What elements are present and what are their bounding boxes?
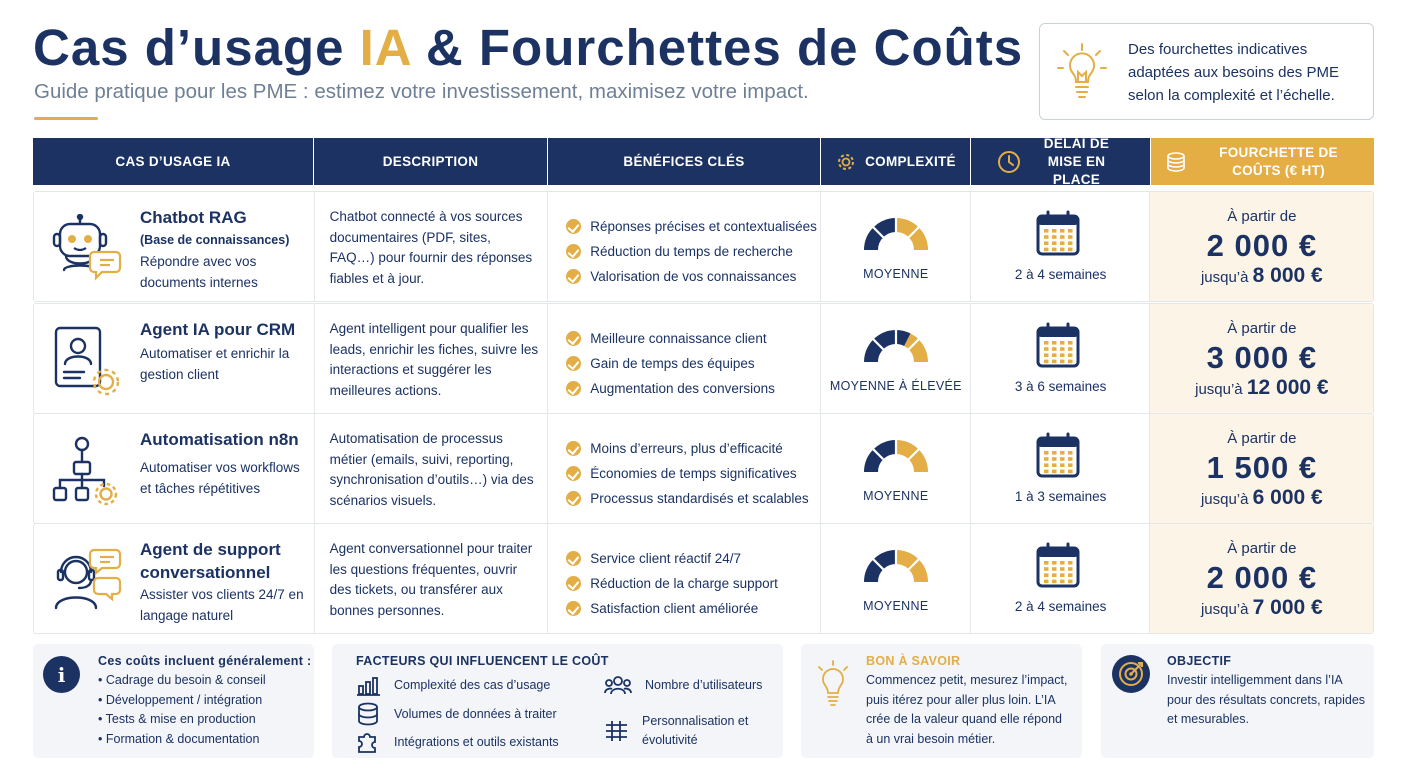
title-underline <box>34 117 98 120</box>
check-icon <box>566 551 581 566</box>
cost-to <box>1150 486 1373 510</box>
cost-from-label: À partir de <box>1227 430 1297 447</box>
calendar-day <box>1044 580 1049 584</box>
complexity-cell <box>821 524 971 633</box>
benefit-text: Valorisation de vos connaissances <box>590 269 797 284</box>
cost-to <box>1150 596 1373 620</box>
factor-text: Intégrations et outils existants <box>394 734 559 749</box>
benefit-text: Gain de temps des équipes <box>590 356 755 371</box>
factor-text: Personnalisation et évolutivité <box>642 714 749 747</box>
factor-item <box>356 702 557 726</box>
user-profile-gear-icon <box>50 326 122 398</box>
calendar-day <box>1060 235 1065 239</box>
factor-text: Nombre d’utilisateurs <box>645 677 763 692</box>
complexity-label: MOYENNE <box>863 489 929 503</box>
calendar-header <box>1038 216 1078 225</box>
calendar-day <box>1052 457 1057 461</box>
cost-to-label: jusqu’à <box>1200 601 1249 618</box>
calendar-day <box>1052 360 1057 364</box>
calendar-day <box>1060 241 1065 245</box>
benefit-text: Réponses précises et contextualisées <box>590 219 817 234</box>
benefit-item <box>566 239 817 264</box>
use-case-summary: Répondre avec vos documents internes <box>140 254 258 290</box>
list-item: • Formation & documentation <box>98 730 311 750</box>
benefit-item <box>566 264 817 289</box>
calendar-day <box>1052 235 1057 239</box>
coins-icon <box>1164 150 1188 174</box>
calendar-day <box>1052 567 1057 571</box>
costs-include-title: Ces coûts incluent généralement : <box>98 654 312 668</box>
check-icon <box>566 466 581 481</box>
intro-text: Des fourchettes indicatives adaptées aux besoins des PME selon la complexité et l’échelle. <box>1128 41 1339 104</box>
cost-from-label: À partir de <box>1227 320 1297 337</box>
factor-item <box>356 730 559 754</box>
header-delay <box>971 135 1151 187</box>
calendar-day <box>1060 457 1065 461</box>
good-to-know-title: BON À SAVOIR <box>866 654 961 668</box>
use-case-name: Chatbot RAG <box>140 208 247 227</box>
use-case-title <box>140 318 310 385</box>
calendar-day <box>1068 567 1073 571</box>
calendar-day <box>1052 451 1057 455</box>
cost-from-label: À partir de <box>1227 540 1297 557</box>
check-icon <box>566 381 581 396</box>
cost-from-value: 2 000 € <box>1206 228 1318 263</box>
calendar-day <box>1052 347 1057 351</box>
cost-from-label: À partir de <box>1227 208 1297 225</box>
calendar-day <box>1044 353 1049 357</box>
cost-cell <box>1150 304 1373 413</box>
database-icon <box>356 702 381 726</box>
check-icon <box>566 269 581 284</box>
benefits-cell <box>548 414 821 523</box>
complexity-cell <box>821 192 971 301</box>
calendar-day <box>1068 463 1073 467</box>
factor-item <box>604 674 762 696</box>
calendar-day <box>1052 580 1057 584</box>
page-title <box>33 18 1023 77</box>
complexity-label: MOYENNE <box>863 267 929 281</box>
title-highlight: IA <box>359 19 411 76</box>
complexity-gauge <box>861 216 931 258</box>
cost-to-value: 12 000 € <box>1246 376 1329 399</box>
calendar-day <box>1060 567 1065 571</box>
description-cell <box>315 304 549 413</box>
objective-title: OBJECTIF <box>1167 654 1232 668</box>
benefit-item <box>566 571 778 596</box>
header-complexity <box>821 138 971 185</box>
check-icon <box>566 601 581 616</box>
table-header <box>33 135 1374 187</box>
calendar-day <box>1044 561 1049 565</box>
cost-cell <box>1150 192 1373 301</box>
use-case-cell <box>34 192 315 301</box>
calendar-day <box>1060 580 1065 584</box>
calendar-icon <box>1036 432 1080 478</box>
benefit-item <box>566 436 808 461</box>
delay-cell <box>971 192 1151 301</box>
calendar-day <box>1052 470 1057 474</box>
calendar-day <box>1044 470 1049 474</box>
complexity-cell <box>821 304 971 413</box>
cost-to-value: 8 000 € <box>1252 264 1323 287</box>
benefits-list <box>566 214 817 289</box>
header-use-case: CAS D’USAGE IA <box>33 138 314 185</box>
cost-to-label: jusqu’à <box>1195 381 1243 398</box>
calendar-day <box>1060 360 1065 364</box>
calendar-day <box>1068 561 1073 565</box>
calendar-day <box>1044 463 1049 467</box>
delay-value: 2 à 4 semaines <box>1014 267 1107 282</box>
cost-from-value: 1 500 € <box>1206 450 1318 485</box>
costs-include-content <box>98 654 311 749</box>
use-case-name: Agent IA pour CRM <box>140 320 296 339</box>
list-item: • Cadrage du besoin & conseil <box>98 671 311 691</box>
lightbulb-icon <box>813 660 853 710</box>
title-part-2: & Fourchettes de Coûts <box>410 19 1024 76</box>
calendar-day <box>1044 573 1049 577</box>
calendar-day <box>1044 457 1049 461</box>
delay-cell <box>971 524 1151 633</box>
benefits-list <box>566 546 778 621</box>
calendar-icon <box>1036 210 1080 256</box>
use-case-summary: Assister vos clients 24/7 en langage naturel <box>140 587 304 623</box>
cost-cell <box>1150 524 1373 633</box>
benefit-item <box>566 351 775 376</box>
check-icon <box>566 441 581 456</box>
header-cost <box>1151 138 1374 185</box>
delay-value: 2 à 4 semaines <box>1014 599 1107 614</box>
benefit-item <box>566 214 817 239</box>
delay-cell <box>971 304 1151 413</box>
calendar-day <box>1060 573 1065 577</box>
gear-icon <box>835 151 857 173</box>
complexity-label: MOYENNE À ÉLEVÉE <box>829 379 962 393</box>
calendar-day <box>1068 248 1073 252</box>
cost-cell <box>1150 414 1373 523</box>
cost-from-value: 2 000 € <box>1206 560 1318 595</box>
check-icon <box>566 356 581 371</box>
calendar-header <box>1038 328 1078 337</box>
use-case-cell <box>34 304 315 413</box>
calendar-header <box>1038 438 1078 447</box>
objective-content <box>1167 654 1367 730</box>
cost-to <box>1150 376 1373 400</box>
use-case-description: Chatbot connecté à vos sources documentaires (PDF, sites, FAQ…) pour fournir des réponses fiables et à jour. <box>329 209 533 287</box>
check-icon <box>566 491 581 506</box>
benefit-text: Meilleure connaissance client <box>590 331 767 346</box>
benefits-list <box>566 326 775 401</box>
use-case-description: Agent conversationnel pour traiter les questions fréquentes, ouvrir des tickets, ou transférer aux bonnes personnes. <box>329 541 533 619</box>
check-icon <box>566 331 581 346</box>
benefit-text: Réduction de la charge support <box>590 576 778 591</box>
sliders-icon <box>604 719 629 743</box>
title-part-1: Cas d’usage <box>33 19 360 76</box>
calendar-day <box>1068 470 1073 474</box>
target-icon <box>1111 654 1151 694</box>
use-case-subtitle: (Base de connaissances) <box>140 233 290 247</box>
calendar-day <box>1060 353 1065 357</box>
calendar-day <box>1068 573 1073 577</box>
use-case-title <box>140 428 310 499</box>
calendar-day <box>1052 463 1057 467</box>
cost-to-value: 6 000 € <box>1252 486 1323 509</box>
factor-item <box>356 674 550 696</box>
use-case-name: Agent de support conversationnel <box>140 540 281 582</box>
use-case-description: Agent intelligent pour qualifier les leads, enrichir les fiches, suivre les interactions et suggérer les meilleures actions. <box>329 321 539 399</box>
cost-to-label: jusqu’à <box>1200 269 1249 286</box>
good-to-know-content <box>866 654 1071 749</box>
calendar-day <box>1044 360 1049 364</box>
check-icon <box>566 219 581 234</box>
cost-factors-box <box>332 644 783 758</box>
benefit-item <box>566 486 808 511</box>
use-case-title <box>140 206 310 293</box>
cost-from-value: 3 000 € <box>1206 340 1318 375</box>
table-row <box>33 191 1374 302</box>
table-row <box>33 413 1374 524</box>
calendar-day <box>1052 353 1057 357</box>
calendar-day <box>1068 347 1073 351</box>
benefit-text: Satisfaction client améliorée <box>590 601 759 616</box>
page-subtitle: Guide pratique pour les PME : estimez votre investissement, maximisez votre impact. <box>34 80 809 103</box>
calendar-day <box>1052 561 1057 565</box>
costs-include-box <box>33 644 314 758</box>
use-case-summary: Automatiser vos workflows et tâches répétitives <box>140 460 300 496</box>
calendar-day <box>1068 341 1073 345</box>
gauge-filled-arc <box>871 337 907 362</box>
cost-to-label: jusqu’à <box>1200 491 1249 508</box>
calendar-day <box>1044 235 1049 239</box>
check-icon <box>566 244 581 259</box>
calendar-day <box>1060 561 1065 565</box>
calendar-day <box>1044 341 1049 345</box>
use-case-title <box>140 538 310 626</box>
factor-item <box>604 712 754 750</box>
calendar-day <box>1068 241 1073 245</box>
calendar-day <box>1068 229 1073 233</box>
calendar-day <box>1052 229 1057 233</box>
clock-icon <box>997 150 1021 174</box>
objective-text: Investir intelligemment dans l’IA pour des résultats concrets, rapides et mesurables. <box>1167 673 1366 726</box>
robot-chat-icon <box>50 214 122 284</box>
benefit-item <box>566 461 808 486</box>
benefit-item <box>566 376 775 401</box>
puzzle-icon <box>356 730 381 754</box>
complexity-cell <box>821 414 971 523</box>
calendar-day <box>1044 248 1049 252</box>
info-icon: i <box>43 656 80 693</box>
calendar-day <box>1068 235 1073 239</box>
good-to-know-text: Commencez petit, mesurez l’impact, puis itérez pour aller plus loin. L’IA crée de la valeur quand elle répond à un vrai besoin métier. <box>866 673 1068 746</box>
calendar-day <box>1044 347 1049 351</box>
table-row <box>33 523 1374 634</box>
benefit-text: Économies de temps significatives <box>590 466 797 481</box>
calendar-icon <box>1036 322 1080 368</box>
workflow-icon <box>50 436 122 508</box>
use-case-summary: Automatiser et enrichir la gestion client <box>140 346 290 382</box>
header-benefits: BÉNÉFICES CLÉS <box>548 138 821 185</box>
calendar-day <box>1052 573 1057 577</box>
benefit-text: Moins d’erreurs, plus d’efficacité <box>590 441 783 456</box>
complexity-label: MOYENNE <box>863 599 929 613</box>
header-complexity-label: COMPLEXITÉ <box>865 153 956 169</box>
description-cell <box>315 192 549 301</box>
use-case-description: Automatisation de processus métier (emails, suivi, reporting, synchronisation d’outils…) via des scénarios visuels. <box>329 431 534 509</box>
header-delay-label: DÉLAI DE MISE EN PLACE <box>1043 135 1110 187</box>
lightbulb-icon <box>1056 42 1108 102</box>
bar-chart-icon <box>356 674 381 696</box>
calendar-day <box>1068 580 1073 584</box>
calendar-day <box>1044 451 1049 455</box>
complexity-gauge <box>861 548 931 590</box>
calendar-day <box>1052 241 1057 245</box>
benefits-cell <box>548 304 821 413</box>
factor-text: Volumes de données à traiter <box>394 706 557 721</box>
calendar-day <box>1060 248 1065 252</box>
delay-cell <box>971 414 1151 523</box>
benefits-cell <box>548 192 821 301</box>
benefit-item <box>566 596 778 621</box>
intro-box <box>1039 23 1374 120</box>
cost-to <box>1150 264 1373 288</box>
calendar-day <box>1060 341 1065 345</box>
calendar-day <box>1068 457 1073 461</box>
benefit-text: Processus standardisés et scalables <box>590 491 809 506</box>
calendar-day <box>1052 248 1057 252</box>
cost-to-value: 7 000 € <box>1252 596 1323 619</box>
calendar-day <box>1068 360 1073 364</box>
benefit-item <box>566 546 778 571</box>
calendar-day <box>1068 451 1073 455</box>
description-cell <box>315 524 549 633</box>
list-item: • Développement / intégration <box>98 691 311 711</box>
calendar-day <box>1044 241 1049 245</box>
delay-value: 3 à 6 semaines <box>1014 379 1107 394</box>
header-description: DESCRIPTION <box>314 138 548 185</box>
benefit-item <box>566 326 775 351</box>
calendar-day <box>1060 463 1065 467</box>
use-case-name: Automatisation n8n <box>140 430 299 449</box>
factor-text: Complexité des cas d’usage <box>394 677 551 692</box>
calendar-day <box>1060 470 1065 474</box>
complexity-gauge <box>861 438 931 480</box>
list-item: • Tests & mise en production <box>98 710 311 730</box>
benefits-cell <box>548 524 821 633</box>
calendar-day <box>1060 451 1065 455</box>
objective-box <box>1101 644 1374 758</box>
use-case-cell <box>34 524 315 633</box>
table-row <box>33 303 1374 414</box>
description-cell <box>315 414 549 523</box>
benefits-list <box>566 436 808 511</box>
benefit-text: Service client réactif 24/7 <box>590 551 742 566</box>
users-icon <box>604 674 632 696</box>
use-case-cell <box>34 414 315 523</box>
calendar-day <box>1060 347 1065 351</box>
calendar-day <box>1060 229 1065 233</box>
calendar-day <box>1068 353 1073 357</box>
delay-value: 1 à 3 semaines <box>1014 489 1107 504</box>
header-cost-label: FOURCHETTE DE COÛTS (€ HT) <box>1219 144 1338 178</box>
benefit-text: Réduction du temps de recherche <box>590 244 793 259</box>
calendar-day <box>1052 341 1057 345</box>
cost-factors-title: FACTEURS QUI INFLUENCENT LE COÛT <box>356 654 609 668</box>
support-agent-icon <box>50 546 122 616</box>
check-icon <box>566 576 581 591</box>
calendar-day <box>1044 229 1049 233</box>
benefit-text: Augmentation des conversions <box>590 381 775 396</box>
calendar-day <box>1044 567 1049 571</box>
good-to-know-box <box>801 644 1082 758</box>
calendar-header <box>1038 548 1078 557</box>
complexity-gauge <box>861 328 931 370</box>
calendar-icon <box>1036 542 1080 588</box>
